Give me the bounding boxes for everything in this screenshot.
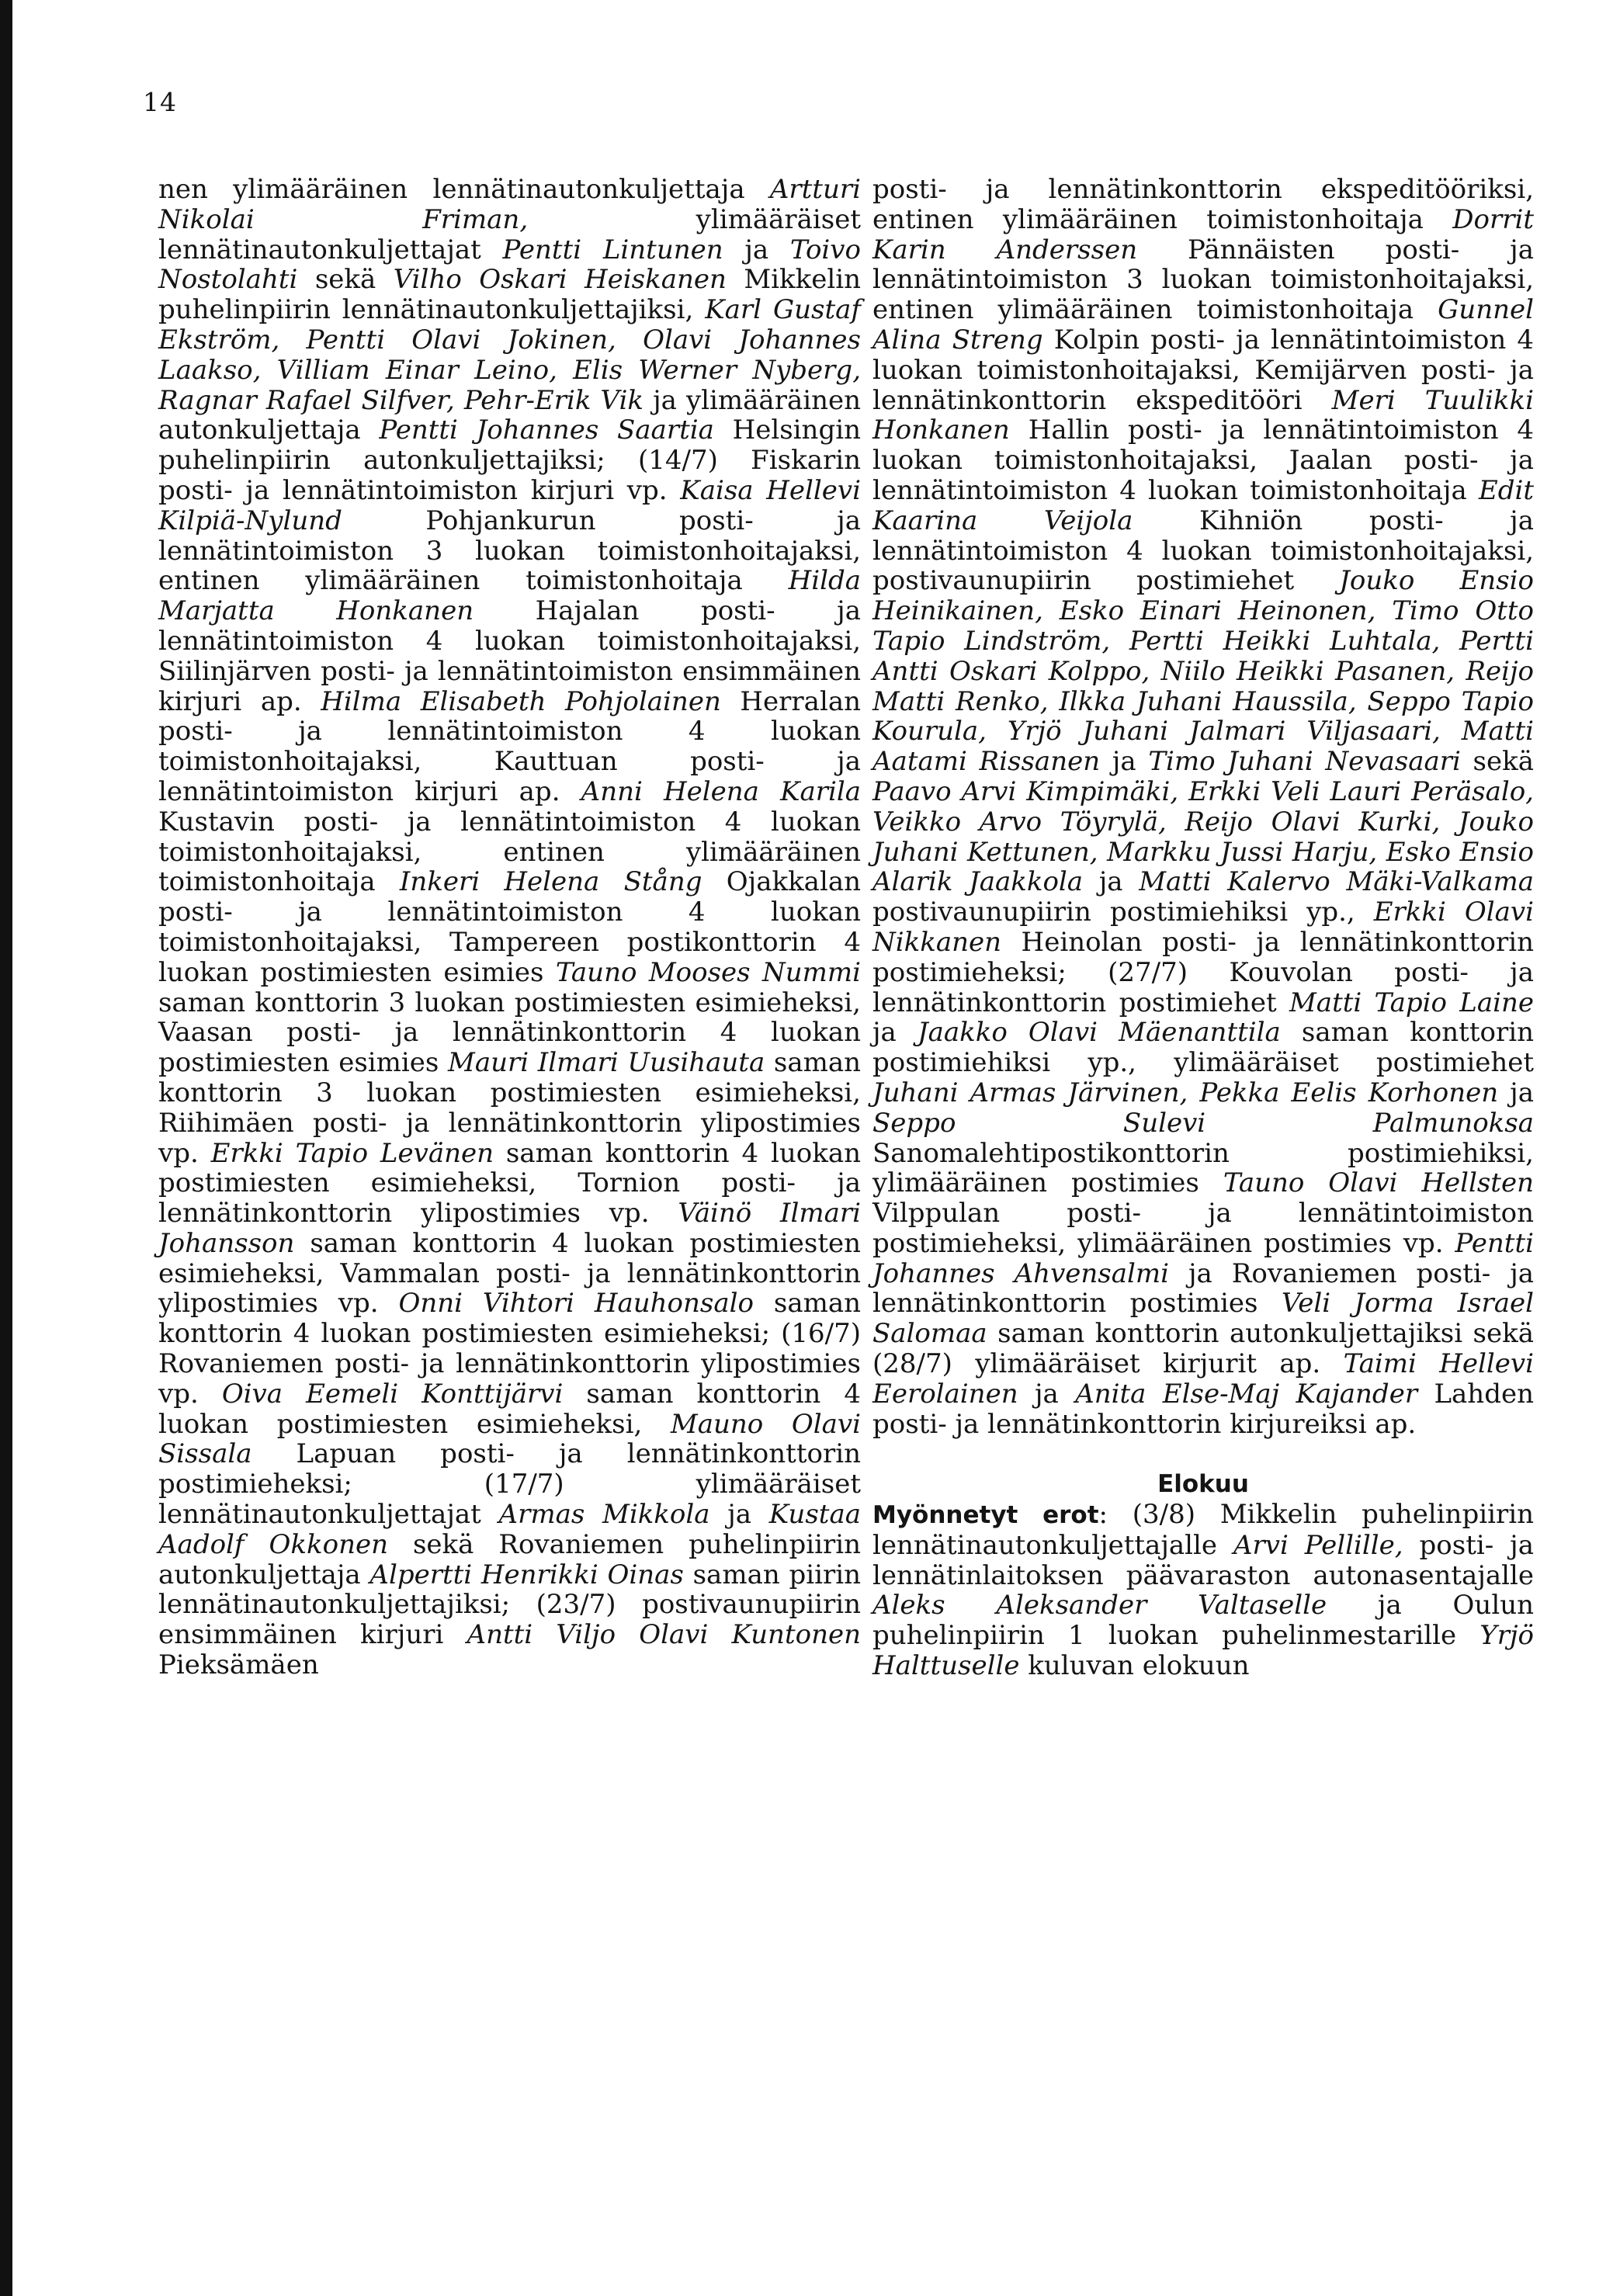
name-text: Matti Kalervo Mäki-Valkama xyxy=(1139,866,1534,898)
name-text: Tauno Mooses Nummi xyxy=(555,956,861,988)
right-column xyxy=(872,175,1534,1681)
body-text: saman piirin lennätinautonkuljettajiksi; (23/7) postivaunupiirin ensimmäinen kirjuri xyxy=(158,1559,862,1651)
body-text: Lahden posti- ja lennätinkonttorin kirjureiksi ap. xyxy=(872,1378,1534,1440)
name-text: Vilho Oskari Heiskanen xyxy=(393,264,727,296)
body-text: ja Rovaniemen posti- ja lennätinkonttorin postimies xyxy=(872,1257,1535,1320)
body-text: ja xyxy=(1498,1077,1534,1108)
name-text: Karl Gustaf Ekström, Pentti Olavi Jokinen, Olavi Johannes Laakso, Villiam Einar Leino, Elis Werner Nyberg, Ragnar Rafael Silfver, Pehr-Erik Vik xyxy=(158,294,861,416)
body-text: sekä Rovaniemen puhelinpiirin autonkuljettaja xyxy=(158,1528,861,1590)
body-text: saman konttorin 4 luokan postimiesten esimieheksi, xyxy=(158,1378,861,1440)
body-text: postivaunupiirin postimiehiksi yp., xyxy=(872,897,1374,928)
body-text: Heinolan posti- ja lennätinkonttorin postimieheksi; (27/7) Kouvolan posti- ja lennätinkonttorin postimiehet xyxy=(872,926,1534,1018)
body-text: nen ylimääräinen lennätinautonkuljettaja xyxy=(158,174,770,205)
name-text: Yrjö Halttuselle xyxy=(872,1620,1534,1682)
name-text: Hilda Marjatta Honkanen xyxy=(158,565,861,627)
name-text: Onni Vihtori Hauhonsalo xyxy=(398,1288,754,1320)
scan-edge-bar xyxy=(0,0,12,2296)
name-text: Anita Else-Maj Kajander xyxy=(1075,1378,1418,1410)
body-text: posti- ja lennätinlaitoksen päävaraston autonasentajalle xyxy=(872,1529,1534,1591)
name-text: Mauno Olavi Sissala xyxy=(158,1408,861,1470)
body-text: ja xyxy=(709,1499,769,1531)
body-text: Hajalan posti- ja lennätintoimiston 4 luokan toimistonhoitajaksi, Siilinjärven posti- ja lennätintoimiston ensimmäinen kirjuri ap. xyxy=(158,595,861,717)
name-text: Erkki Tapio Levänen xyxy=(210,1137,494,1169)
body-text: Mikkelin puhelinpiirin lennätinautonkuljettajiksi, xyxy=(158,264,861,326)
left-column-text xyxy=(158,175,861,1680)
name-text: Pentti Johannes Ahvensalmi xyxy=(872,1227,1534,1289)
run-in-heading: Myönnetyt erot xyxy=(872,1501,1099,1530)
name-text: Hilma Elisabeth Pohjolainen xyxy=(321,685,721,717)
body-text: ja xyxy=(723,234,790,265)
body-text: saman konttorin 3 luokan postimiesten esimieheksi, Riihimäen posti- ja lennätinkonttorin ylipostimies vp. xyxy=(158,1047,862,1169)
body-text: ja Oulun puhelinpiirin 1 luokan puhelinmestarille xyxy=(872,1590,1534,1652)
name-text: Dorrit Karin Anderssen xyxy=(872,203,1534,265)
name-text: Alpertti Henrikki Oinas xyxy=(369,1559,684,1590)
body-text: saman konttorin 3 luokan postimiesten esimieheksi, Vaasan posti- ja lennätinkonttorin 4 luokan postimiesten esimies xyxy=(158,987,861,1079)
body-text: Kustavin posti- ja lennätintoimiston 4 luokan toimistonhoitajaksi, entinen ylimääräinen toimistonhoitaja xyxy=(158,806,861,898)
body-text: ja ylimääräinen autonkuljettaja xyxy=(158,384,862,446)
name-text: Kustaa Aadolf Okkonen xyxy=(158,1499,861,1560)
body-text: sekä xyxy=(297,264,394,296)
name-text: Väinö Ilmari Johansson xyxy=(158,1198,861,1259)
name-text: Taimi Hellevi Eerolainen xyxy=(872,1348,1534,1410)
body-text: Vilppulan posti- ja lennätintoimiston postimieheksi, ylimääräinen postimies vp. xyxy=(872,1198,1534,1259)
name-text: Tauno Olavi Hellsten xyxy=(1223,1167,1534,1199)
body-text: Sanomalehtipostikonttorin postimiehiksi, ylimääräinen postimies xyxy=(872,1137,1534,1199)
body-text: kuluvan elokuun xyxy=(1019,1650,1250,1682)
body-text: Pieksämäen xyxy=(158,1649,319,1681)
name-text: Edit Kaarina Veijola xyxy=(872,474,1534,536)
body-text: saman konttorin 4 luokan postimiesten esimieheksi, Tornion posti- ja lennätinkonttorin ylipostimies vp. xyxy=(158,1137,861,1230)
right-column-text xyxy=(872,175,1534,1439)
name-text: Oiva Eemeli Konttijärvi xyxy=(221,1378,564,1410)
left-column xyxy=(158,175,861,1680)
name-text: Pentti Lintunen xyxy=(502,234,723,265)
body-text: ja xyxy=(1100,746,1149,778)
body-text: Herralan posti- ja lennätintoimiston 4 luokan toimistonhoitajaksi, Kauttuan posti- ja lennätintoimiston kirjuri ap. xyxy=(158,685,861,807)
body-text: ja xyxy=(1018,1378,1076,1410)
page-number: 14 xyxy=(143,87,177,117)
name-text: Toivo Nostolahti xyxy=(158,234,861,296)
name-text: Anni Helena Karila xyxy=(581,775,862,807)
name-text: Jaakko Olavi Mäenanttila xyxy=(917,1017,1281,1049)
name-text: Veli Jorma Israel Salomaa xyxy=(872,1288,1534,1350)
name-text: Paavo Arvi Kimpimäki, Erkki Veli Lauri Peräsalo, Veikko Arvo Töyrylä, Reijo Olavi Kurki, Jouko Juhani Kettunen, Markku Jussi Harju, Esko Ensio Alarik Jaakkola xyxy=(872,775,1534,898)
name-text: Arvi Pellille, xyxy=(1233,1529,1403,1561)
body-text: saman konttorin autonkuljettajiksi sekä (28/7) ylimääräiset kirjurit ap. xyxy=(872,1318,1534,1380)
body-text: Lapuan posti- ja lennätinkonttorin postimieheksi; (17/7) ylimääräiset lennätinautonkuljettajat xyxy=(158,1438,861,1531)
body-text: Helsingin puhelinpiirin autonkuljettajiksi; (14/7) Fiskarin posti- ja lennätintoimiston kirjuri vp. xyxy=(158,414,861,506)
body-text: ylimääräiset lennätinautonkuljettajat xyxy=(158,203,861,265)
body-text: Ojakkalan posti- ja lennätintoimiston 4 luokan toimistonhoitajaksi, Tampereen postikonttorin 4 luokan postimiesten esimies xyxy=(158,866,861,988)
body-text: saman konttorin postimiehiksi yp., ylimääräiset postimiehet xyxy=(872,1017,1534,1079)
body-text: saman konttorin 4 luokan postimiesten esimieheksi, Vammalan posti- ja lennätinkonttorin ylipostimies vp. xyxy=(158,1227,861,1320)
body-text: : (3/8) Mikkelin puhelinpiirin lennätinautonkuljettajalle xyxy=(872,1499,1534,1561)
body-text: Kolpin posti- ja lennätintoimiston 4 luokan toimistonhoitajaksi, Kemijärven posti- ja lennätinkonttorin ekspeditööri xyxy=(872,324,1534,416)
name-text: Matti Tapio Laine xyxy=(1289,987,1534,1018)
name-text: Juhani Armas Järvinen, Pekka Eelis Korhonen xyxy=(872,1077,1499,1108)
name-text: Jouko Ensio Heinikainen, Esko Einari Heinonen, Timo Otto Tapio Lindström, Pertti Heikki Luhtala, Pertti Antti Oskari Kolppo, Niilo Heikki Pasanen, Reijo Matti Renko, Ilkka Juhani Haussila, Seppo Tapio Kourula, Yrjö Juhani Jalmari Viljasaari, Matti Aatami Rissanen xyxy=(872,565,1534,778)
name-text: Inkeri Helena Stång xyxy=(399,866,702,898)
section-heading: Elokuu xyxy=(1157,1470,1249,1499)
name-text: Aleks Aleksander Valtaselle xyxy=(872,1590,1327,1621)
body-text: sekä xyxy=(1460,746,1534,778)
name-text: Seppo Sulevi Palmunoksa xyxy=(872,1107,1534,1139)
name-text: Pentti Johannes Saartia xyxy=(379,414,714,446)
body-text: Pännäisten posti- ja lennätintoimiston 3 luokan toimistonhoitajaksi, entinen ylimääräinen toimistonhoitaja xyxy=(872,234,1534,326)
body-text: ja xyxy=(872,1017,918,1049)
name-text: Antti Viljo Olavi Kuntonen xyxy=(467,1619,862,1651)
name-text: Kaisa Hellevi Kilpiä-Nylund xyxy=(158,474,862,536)
name-text: Artturi Nikolai Friman, xyxy=(158,174,861,235)
section-paragraph xyxy=(872,1500,1534,1681)
body-text: posti- ja lennätinkonttorin ekspeditööriksi, entinen ylimääräinen toimistonhoitaja xyxy=(872,174,1534,235)
name-text: Timo Juhani Nevasaari xyxy=(1148,746,1461,778)
body-text: Kihniön posti- ja lennätintoimiston 4 luokan toimistonhoitajaksi, postivaunupiirin postimiehet xyxy=(872,505,1534,597)
name-text: Mauri Ilmari Uusihauta xyxy=(448,1047,765,1079)
body-text: saman konttorin 4 luokan postimiesten esimieheksi; (16/7) Rovaniemen posti- ja lennätinkonttorin ylipostimies vp. xyxy=(158,1288,862,1410)
name-text: Erkki Olavi Nikkanen xyxy=(872,897,1535,958)
name-text: Armas Mikkola xyxy=(498,1499,710,1531)
name-text: Gunnel Alina Streng xyxy=(872,294,1534,355)
name-text: Meri Tuulikki Honkanen xyxy=(872,384,1535,446)
body-text: Pohjankurun posti- ja lennätintoimiston 3 luokan toimistonhoitajaksi, entinen ylimääräinen toimistonhoitaja xyxy=(158,505,861,597)
body-text: ja xyxy=(1083,866,1140,898)
body-text: Hallin posti- ja lennätintoimiston 4 luokan toimistonhoitajaksi, Jaalan posti- ja lennätintoimiston 4 luokan toimistonhoitaja xyxy=(872,414,1534,506)
